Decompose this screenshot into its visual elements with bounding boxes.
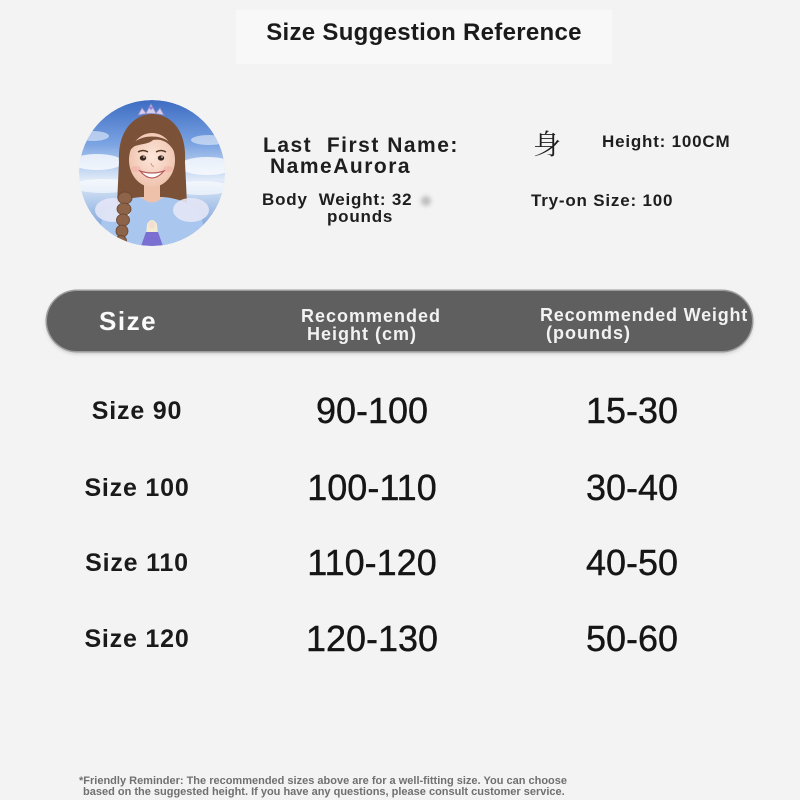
size-label: Size 100 (84, 473, 190, 502)
size-label: Size 120 (84, 624, 190, 653)
header-size: Size (99, 306, 158, 336)
header-height-line1: Recommended (301, 306, 442, 326)
weight-label: Body Weight: 32 (262, 190, 413, 209)
size-label: Size 90 (91, 396, 183, 425)
height-range: 100-110 (307, 467, 437, 509)
child-portrait-photo-icon (79, 100, 225, 246)
footer-note-line2: based on the suggested height. If you have any questions, please consult customer service. (83, 786, 565, 798)
name-label: Last First Name: (263, 134, 459, 157)
tryon-size: Try-on Size: 100 (531, 191, 674, 210)
weight-unit: pounds (327, 207, 394, 226)
height-range: 110-120 (307, 542, 437, 584)
table-row (0, 543, 800, 583)
table-row (0, 468, 800, 508)
weight-range: 15-30 (585, 390, 679, 432)
header-weight-line2: (pounds) (546, 323, 631, 343)
weight-range: 50-60 (585, 618, 679, 660)
height-character: 身 (533, 128, 562, 161)
table-header (47, 291, 752, 351)
header-weight-line1: Recommended Weight (540, 305, 749, 325)
height-value: Height: 100CM (602, 132, 731, 151)
weight-range: 40-50 (585, 542, 679, 584)
size-label: Size 110 (85, 548, 189, 577)
weight-range: 30-40 (585, 467, 679, 509)
height-range: 120-130 (305, 618, 439, 660)
table-row (0, 391, 800, 431)
table-row (0, 619, 800, 659)
footer-note-line1: *Friendly Reminder: The recommended sizes above are for a well-fitting size. You can choose (79, 775, 568, 787)
blurred-mark (421, 196, 431, 206)
avatar (79, 100, 225, 246)
header-height-line2: Height (cm) (307, 324, 417, 344)
name-value: NameAurora (270, 155, 412, 178)
height-range: 90-100 (315, 390, 429, 432)
page-title: Size Suggestion Reference (266, 19, 582, 46)
